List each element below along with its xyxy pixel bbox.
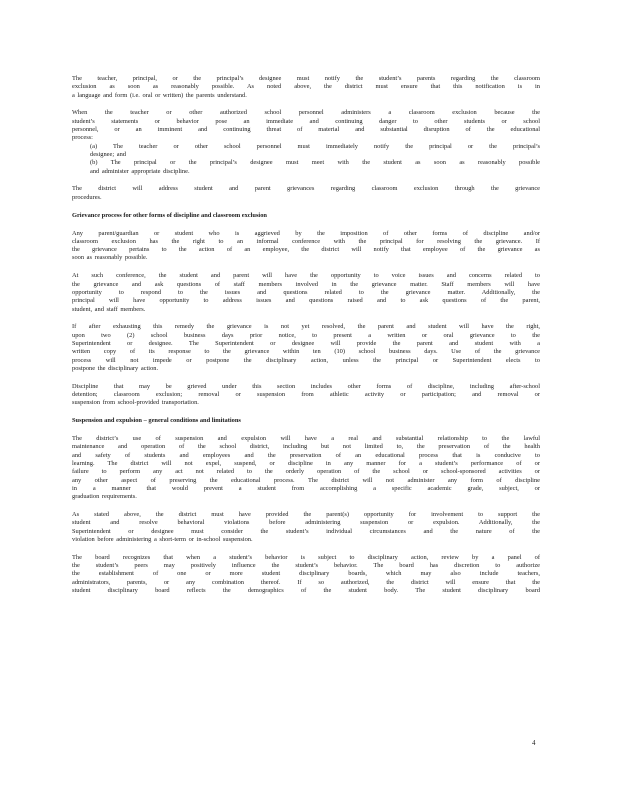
sub-list-line: and administer appropriate discipline. bbox=[90, 167, 190, 175]
section-heading: Suspension and expulsion – general conditions and limitations bbox=[72, 417, 241, 425]
text-line: the establishment of one or more student disciplinary boards, which may also include teachers, bbox=[72, 570, 540, 578]
sub-list-line: (a) The teacher or other school personnel must immediately notify the principal or the principal’s bbox=[90, 142, 540, 150]
sub-list-line: (b) The principal or the principal’s designee must meet with the student as soon as reasonably possible bbox=[90, 159, 540, 167]
paragraph bbox=[72, 323, 540, 373]
text-line: process will not impede or postpone the disciplinary action, unless the principal or Superintendent elects to bbox=[72, 356, 540, 364]
text-line: upon two (2) school business days prior notice, to present a written or oral grievance to the bbox=[72, 331, 540, 339]
text-line: The district will address student and parent grievances regarding classroom exclusion through the grievance bbox=[72, 185, 540, 193]
text-line: the grievance and ask questions of staff members involved in the grievance matter. Staff members will have bbox=[72, 280, 540, 288]
text-line: maintenance and operation of the school district, including but not limited to, the preservation of the health bbox=[72, 443, 540, 451]
text-line: violation before administering a short-term or in-school suspension. bbox=[72, 536, 253, 543]
paragraph bbox=[72, 230, 540, 263]
text-line: procedures. bbox=[72, 193, 102, 201]
text-line: Superintendent or designee must consider the student’s individual circumstances and the nature of the bbox=[72, 527, 540, 535]
text-line: If after exhausting this remedy the grievance is not yet resolved, the parent and student will have the right, bbox=[72, 323, 540, 331]
text-line: the student’s peers may positively influence the student’s behavior. The board has discretion to authorize bbox=[72, 562, 540, 570]
paragraph bbox=[72, 185, 540, 202]
paragraph bbox=[72, 554, 540, 595]
paragraph bbox=[72, 511, 540, 544]
sub-list-line: designee; and bbox=[90, 150, 126, 158]
text-line: Any parent/guardian or student who is aggrieved by the imposition of other forms of discipline and/or bbox=[72, 229, 540, 237]
sub-list bbox=[72, 143, 540, 176]
paragraph bbox=[72, 435, 540, 501]
text-line: failure to perform any act not related to the orderly operation of the school or school-sponsored activities or bbox=[72, 468, 540, 476]
text-line: classroom exclusion has the right to an informal conference with the principal for resolving the grievance. If bbox=[72, 237, 540, 245]
text-line: learning. The district will not expel, suspend, or discipline in any manner for a student’s performance of or bbox=[72, 460, 540, 468]
text-line: The board recognizes that when a student’s behavior is subject to disciplinary action, review by a panel of bbox=[72, 553, 540, 561]
text-line: Superintendent or designee. The Superintendent or designee will provide the parent and student with a bbox=[72, 339, 540, 347]
paragraph bbox=[72, 109, 540, 175]
text-line: When the teacher or other authorized school personnel administers a classroom exclusion because the bbox=[72, 109, 540, 117]
text-line: any other aspect of preserving the educational process. The district will not administer any form of discipline bbox=[72, 476, 540, 484]
text-line: personnel, or an imminent and continuing threat of material and substantial disruption of the educational bbox=[72, 126, 540, 134]
paragraph bbox=[72, 383, 540, 408]
paragraph bbox=[72, 75, 540, 100]
text-line: detention; classroom exclusion; removal or suspension from athletic activity or participation; and removal or bbox=[72, 391, 540, 399]
text-line: graduation requirements. bbox=[72, 493, 137, 501]
text-line: Discipline that may be grieved under this section includes other forms of discipline, including after-school bbox=[72, 382, 540, 390]
text-line: student and resolve behavioral violations before administering suspension or expulsion. Additionally, the bbox=[72, 519, 540, 527]
text-line: in a manner that would prevent a student from accomplishing a specific academic grade, subject, or bbox=[72, 484, 540, 492]
text-line: soon as reasonably possible. bbox=[72, 254, 148, 262]
text-line: the grievance pertains to the action of an employee, the district will notify that employee of the grievance as bbox=[72, 246, 540, 254]
paragraph bbox=[72, 272, 540, 313]
text-line: At such conference, the student and parent will have the opportunity to voice issues and concerns related to bbox=[72, 272, 540, 280]
document-body bbox=[72, 75, 540, 605]
text-line: process: bbox=[72, 134, 93, 142]
text-line: a language and form (i.e. oral or written) the parents understand. bbox=[72, 91, 247, 99]
text-line: The teacher, principal, or the principal’s designee must notify the student’s parents regarding the classroom bbox=[72, 75, 540, 82]
text-line: suspension from school-provided transportation. bbox=[72, 399, 199, 407]
text-line: exclusion as soon as reasonably possible. As noted above, the district must ensure that this notification is in bbox=[72, 83, 540, 91]
text-line: As stated above, the district must have provided the parent(s) opportunity for involvement to support the bbox=[72, 511, 540, 519]
text-line: and safety of students and employees and the preservation of an educational process that is conducive to bbox=[72, 451, 540, 459]
text-line: principal will have opportunity to address issues and questions raised and to ask questions of the parent, bbox=[72, 297, 540, 305]
text-line: student, and staff members. bbox=[72, 305, 146, 313]
text-line: written copy of its response to the grievance within ten (10) school business days. Use of the grievance bbox=[72, 348, 540, 356]
section-heading: Grievance process for other forms of discipline and classroom exclusion bbox=[72, 211, 267, 219]
text-line: student’s statements or behavior pose an immediate and continuing danger to other students or school bbox=[72, 117, 540, 125]
text-line: opportunity to respond to the issues and questions related to the grievance matter. Additionally, the bbox=[72, 288, 540, 296]
text-line: administrators, parents, or any combination thereof. If so authorized, the district will ensure that the bbox=[72, 578, 540, 586]
page-number: 4 bbox=[532, 739, 536, 747]
text-line: postpone the disciplinary action. bbox=[72, 364, 159, 372]
text-line: student disciplinary board reflects the demographics of the student body. The student disciplinary board bbox=[72, 587, 540, 595]
text-line: The district’s use of suspension and expulsion will have a real and substantial relationship to the lawful bbox=[72, 435, 540, 443]
